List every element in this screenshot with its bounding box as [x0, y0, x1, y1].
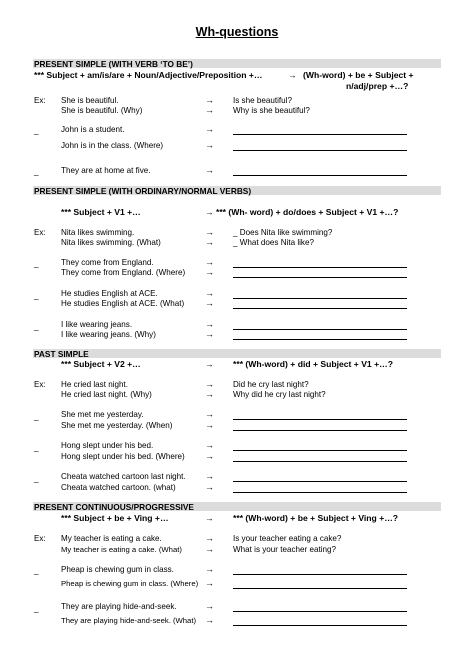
section-2-heading: PRESENT SIMPLE (WITH ORDINARY/NORMAL VERBS) — [34, 186, 252, 196]
answer-line[interactable] — [233, 277, 407, 278]
arrow-icon: → — [205, 329, 214, 339]
item-dash: _ — [34, 566, 39, 575]
answer-line[interactable] — [233, 419, 407, 420]
answer-line[interactable] — [233, 611, 407, 612]
section-1-formula-right-line1: (Wh-word) + be + Subject + — [303, 70, 414, 80]
example-answer-1: _ Does Nita like swimming? — [233, 228, 333, 237]
statement: I like wearing jeans. — [61, 320, 133, 329]
statement: Hong slept under his bed. — [61, 441, 154, 450]
example-answer-2: Why did he cry last night? — [233, 390, 326, 399]
arrow-icon: → — [205, 544, 214, 554]
arrow-icon: → — [205, 482, 214, 492]
statement: She is beautiful. — [61, 96, 119, 105]
section-3-heading: PAST SIMPLE — [34, 349, 89, 359]
arrow-icon: → — [205, 140, 214, 150]
arrow-icon: → — [205, 409, 214, 419]
answer-line[interactable] — [233, 298, 407, 299]
arrow-icon: → — [205, 440, 214, 450]
wh-prompt: They are playing hide-and-seek. (What) — [61, 616, 197, 625]
section-4-formula-left: *** Subject + be + Ving +… — [61, 513, 169, 523]
answer-line[interactable] — [233, 134, 407, 135]
statement: John is a student. — [61, 125, 125, 134]
answer-line[interactable] — [233, 461, 407, 462]
example-label: Ex: — [34, 228, 46, 237]
item-dash: _ — [34, 259, 39, 268]
section-1-heading: PRESENT SIMPLE (WITH VERB ‘TO BE’) — [34, 59, 193, 69]
example-answer-2: _ What does Nita like? — [233, 238, 314, 247]
arrow-icon: → — [205, 533, 214, 543]
item-dash: _ — [34, 291, 39, 300]
arrow-icon: → — [205, 257, 214, 267]
example-answer-2: Why is she beautiful? — [233, 106, 310, 115]
arrow-icon: → — [205, 237, 214, 247]
arrow-icon: → — [205, 288, 214, 298]
statement: Cheata watched cartoon last night. — [61, 472, 186, 481]
arrow-icon: → — [205, 578, 214, 588]
example-answer-1: Did he cry last night? — [233, 380, 309, 389]
statement: She met me yesterday. — [61, 410, 144, 419]
answer-line[interactable] — [233, 175, 407, 176]
statement: Nita likes swimming. — [61, 228, 135, 237]
item-dash: _ — [34, 604, 39, 613]
arrow-icon: → — [205, 471, 214, 481]
arrow-icon: → — [205, 227, 214, 237]
answer-line[interactable] — [233, 450, 407, 451]
arrow-icon: → — [205, 165, 214, 175]
arrow-icon: → — [205, 319, 214, 329]
answer-line[interactable] — [233, 339, 407, 340]
section-1-formula-left: *** Subject + am/is/are + Noun/Adjective/Preposition +… — [34, 70, 263, 80]
wh-prompt: Hong slept under his bed. (Where) — [61, 452, 185, 461]
section-2-formula-left: *** Subject + V1 +… — [61, 207, 141, 217]
arrow-icon: → — [205, 389, 214, 399]
statement: He studies English at ACE. — [61, 289, 158, 298]
section-4-heading: PRESENT CONTINUOUS/PROGRESSIVE — [34, 502, 194, 512]
statement: They are at home at five. — [61, 166, 151, 175]
wh-prompt: He cried last night. (Why) — [61, 390, 152, 399]
wh-prompt: My teacher is eating a cake. (What) — [61, 545, 182, 554]
wh-prompt: They come from England. (Where) — [61, 268, 186, 277]
statement: He cried last night. — [61, 380, 129, 389]
example-label: Ex: — [34, 534, 46, 543]
arrow-icon: → — [205, 267, 214, 277]
answer-line[interactable] — [233, 329, 407, 330]
wh-prompt: Nita likes swimming. (What) — [61, 238, 161, 247]
answer-line[interactable] — [233, 481, 407, 482]
wh-prompt: Cheata watched cartoon. (what) — [61, 483, 176, 492]
arrow-icon: → — [205, 105, 214, 115]
item-dash: _ — [34, 474, 39, 483]
section-3-formula-left: *** Subject + V2 +… — [61, 359, 141, 369]
section-3-formula-right: *** (Wh-word) + did + Subject + V1 +…? — [233, 359, 393, 369]
example-label: Ex: — [34, 380, 46, 389]
section-4-formula-right: *** (Wh-word) + be + Subject + Ving +…? — [233, 513, 399, 523]
answer-line[interactable] — [233, 150, 407, 151]
statement: They come from England. — [61, 258, 154, 267]
answer-line[interactable] — [233, 267, 407, 268]
answer-line[interactable] — [233, 308, 407, 309]
arrow-icon: → — [205, 615, 214, 625]
section-3-formula-arrow: → — [205, 359, 214, 369]
example-label: Ex: — [34, 96, 46, 105]
statement: They are playing hide-and-seek. — [61, 602, 177, 611]
worksheet-title: Wh-questions — [195, 25, 279, 39]
arrow-icon: → — [205, 298, 214, 308]
item-dash: _ — [34, 126, 39, 135]
arrow-icon: → — [205, 601, 214, 611]
wh-prompt: I like wearing jeans. (Why) — [61, 330, 156, 339]
arrow-icon: → — [205, 124, 214, 134]
example-answer-1: Is she beautiful? — [233, 96, 292, 105]
section-2-formula-right: → *** (Wh- word) + do/does + Subject + V1 +…? — [205, 207, 399, 217]
item-dash: _ — [34, 167, 39, 176]
example-answer-2: What is your teacher eating? — [233, 545, 337, 554]
section-1-formula-arrow: → — [288, 70, 297, 80]
answer-line[interactable] — [233, 625, 407, 626]
wh-prompt: She met me yesterday. (When) — [61, 421, 173, 430]
wh-prompt: Pheap is chewing gum in class. (Where) — [61, 579, 199, 588]
section-4-formula-arrow: → — [205, 513, 214, 523]
statement: Pheap is chewing gum in class. — [61, 565, 174, 574]
arrow-icon: → — [205, 95, 214, 105]
answer-line[interactable] — [233, 574, 407, 575]
answer-line[interactable] — [233, 430, 407, 431]
wh-prompt: John is in the class. (Where) — [61, 141, 164, 150]
item-dash: _ — [34, 322, 39, 331]
statement: My teacher is eating a cake. — [61, 534, 162, 543]
arrow-icon: → — [205, 451, 214, 461]
section-3-header-bar — [33, 349, 441, 358]
arrow-icon: → — [205, 420, 214, 430]
example-answer-1: Is your teacher eating a cake? — [233, 534, 342, 543]
wh-prompt: She is beautiful. (Why) — [61, 106, 143, 115]
section-1-formula-right-line2: n/adj/prep +…? — [346, 81, 409, 91]
answer-line[interactable] — [233, 588, 407, 589]
arrow-icon: → — [205, 564, 214, 574]
answer-line[interactable] — [233, 492, 407, 493]
arrow-icon: → — [205, 379, 214, 389]
wh-prompt: He studies English at ACE. (What) — [61, 299, 185, 308]
item-dash: _ — [34, 443, 39, 452]
item-dash: _ — [34, 412, 39, 421]
